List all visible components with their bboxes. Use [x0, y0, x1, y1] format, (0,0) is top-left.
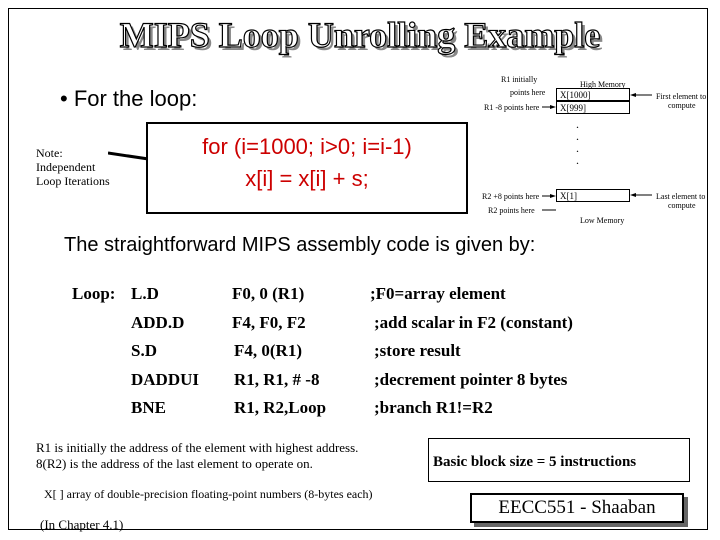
- memory-ellipsis: . . . .: [576, 117, 579, 167]
- memory-cell-x1000: X[1000]: [556, 88, 630, 101]
- code-label-loop: Loop:: [72, 284, 116, 303]
- register-note: [36, 440, 358, 472]
- r2-plus8-label: R2 +8 points here: [482, 192, 540, 201]
- code-op-0: L.D: [131, 284, 159, 303]
- course-badge: EECC551 - Shaaban: [470, 493, 684, 523]
- code-comment-2: ;store result: [374, 341, 461, 360]
- code-args-3: R1, R1, # -8: [234, 370, 320, 389]
- chapter-reference: (In Chapter 4.1): [40, 517, 124, 532]
- independent-note: [36, 146, 110, 188]
- code-op-2: S.D: [131, 341, 157, 360]
- code-comment-3: ;decrement pointer 8 bytes: [374, 370, 568, 389]
- r2-points-label: R2 points here: [488, 206, 535, 215]
- loop-code-box: [146, 122, 468, 214]
- code-args-0: F0, 0 (R1): [232, 284, 305, 303]
- last-element-label-2: compute: [668, 201, 696, 210]
- code-args-2: F4, 0(R1): [234, 341, 302, 360]
- code-op-4: BNE: [131, 398, 166, 417]
- register-note-line-1: R1 is initially the address of the element with highest address.: [36, 440, 359, 455]
- high-memory-label: High Memory: [580, 80, 626, 89]
- low-memory-label: Low Memory: [580, 216, 625, 225]
- loop-body-line: x[i] = x[i] + s;: [245, 166, 369, 191]
- first-element-label-2: compute: [668, 101, 696, 110]
- first-element-label-1: First element to: [656, 92, 707, 101]
- basic-block-size-box: Basic block size = 5 instructions: [428, 438, 690, 482]
- array-note: X[ ] array of double-precision floating-point numbers (8-bytes each): [44, 487, 373, 501]
- points-here-label: points here: [510, 88, 546, 97]
- r1-initially-label: R1 initially: [501, 75, 538, 84]
- code-comment-1: ;add scalar in F2 (constant): [374, 313, 573, 332]
- code-op-3: DADDUI: [131, 370, 199, 389]
- note-line-1: Note:: [36, 146, 63, 160]
- code-heading: The straightforward MIPS assembly code is given by:: [64, 234, 536, 256]
- slide-title: MIPS Loop Unrolling Example: [119, 15, 601, 55]
- code-op-1: ADD.D: [131, 313, 185, 332]
- register-note-line-2: 8(R2) is the address of the last element to operate on.: [36, 456, 313, 471]
- last-element-label-1: Last element to: [656, 192, 706, 201]
- memory-cell-x1: X[1]: [556, 189, 630, 202]
- note-line-3: Loop Iterations: [36, 174, 110, 188]
- code-comment-0: ;F0=array element: [370, 284, 506, 303]
- loop-header-line: for (i=1000; i>0; i=i-1): [202, 134, 412, 159]
- code-comment-4: ;branch R1!=R2: [374, 398, 493, 417]
- note-line-2: Independent: [36, 160, 96, 174]
- code-args-4: R1, R2,Loop: [234, 398, 327, 417]
- bullet-for-the-loop: • For the loop:: [60, 86, 198, 111]
- memory-cell-x999: X[999]: [556, 101, 630, 114]
- code-args-1: F4, F0, F2: [232, 313, 306, 332]
- r1-minus8-label: R1 -8 points here: [484, 103, 540, 112]
